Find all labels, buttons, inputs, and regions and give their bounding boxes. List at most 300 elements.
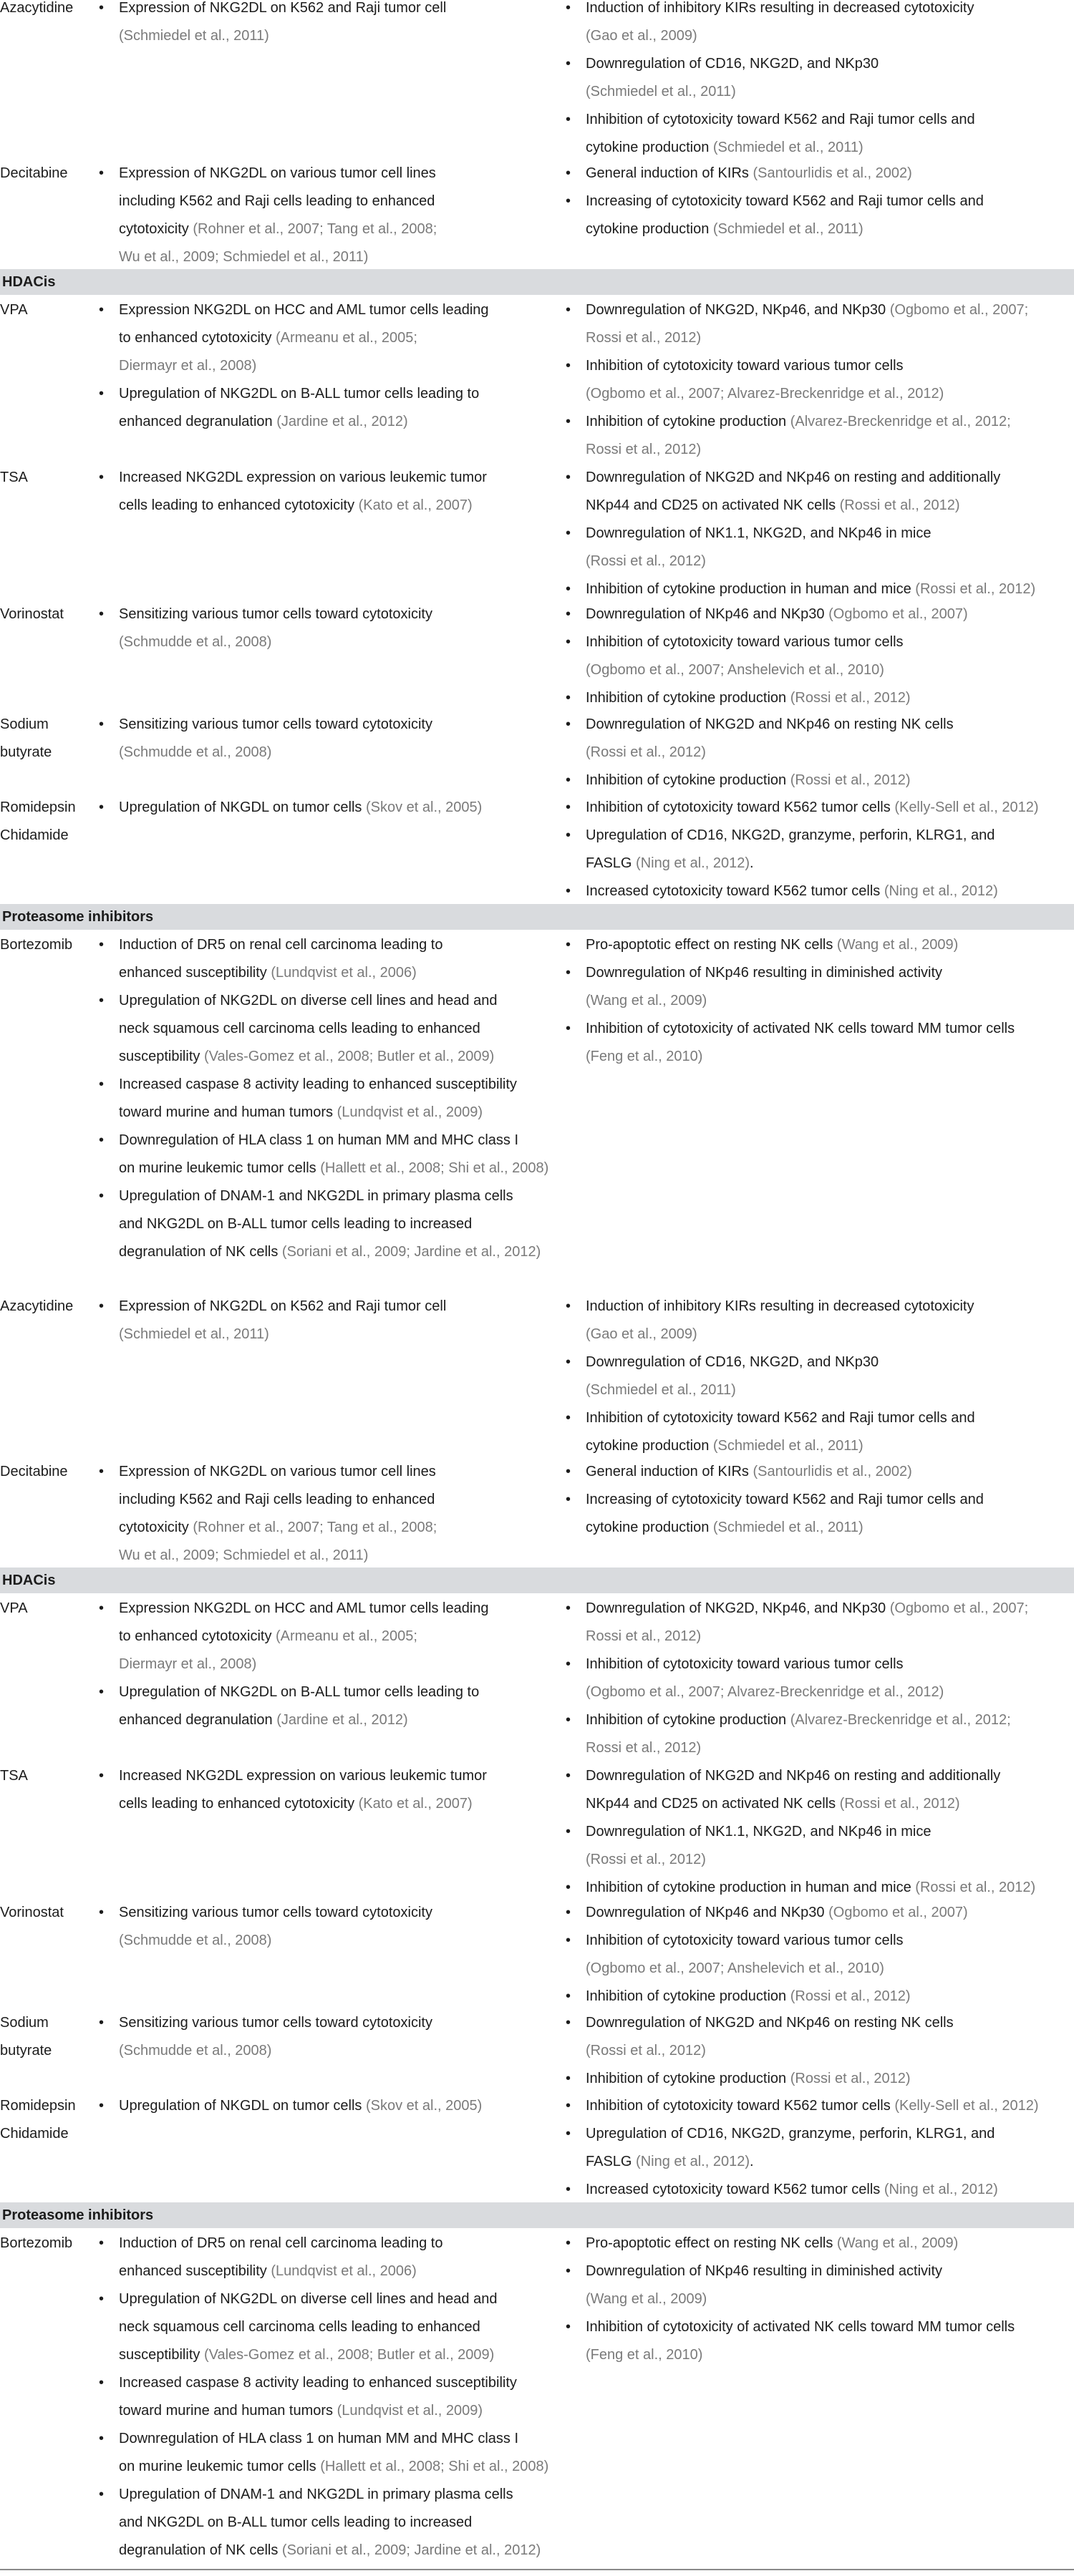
category-header-proteasome: Proteasome inhibitors — [0, 904, 1074, 930]
list-item — [566, 1927, 904, 1983]
text-line — [586, 324, 1028, 352]
list-item — [566, 1762, 1000, 1818]
list-item — [99, 2369, 517, 2425]
citation: (Rohner et al., 2007; Tang et al., 2008; — [193, 1520, 437, 1535]
citation: (Lundqvist et al., 2006) — [271, 965, 417, 981]
text-line — [119, 380, 479, 408]
citation: (Santourlidis et al., 2002) — [753, 165, 912, 181]
text-line — [586, 1762, 1000, 1790]
item-text: Increasing of cytotoxicity toward K562 and Raji tumor cells and — [586, 1492, 984, 1507]
text-line — [586, 1734, 1011, 1762]
text-line — [586, 931, 958, 959]
item-text: Downregulation of NKp46 resulting in diminished activity — [586, 2263, 943, 2279]
item-text: Inhibition of cytokine production — [586, 414, 790, 429]
text-line — [119, 1595, 489, 1623]
list-item — [566, 160, 912, 188]
item-text: and NKG2DL on B-ALL tumor cells leading to increased — [119, 2514, 473, 2530]
citation: (Armeanu et al., 2005; — [276, 330, 417, 346]
item-text: General induction of KIRs — [586, 165, 753, 181]
text-line — [119, 1015, 497, 1043]
item-text: Expression of NKG2DL on various tumor cell lines — [119, 1464, 436, 1479]
citation: Diermayr et al., 2008) — [119, 1656, 257, 1672]
list-item — [566, 464, 1000, 520]
drug-name — [0, 1293, 90, 1321]
text-line — [586, 380, 944, 408]
text-line — [586, 2009, 954, 2037]
text-line — [119, 2369, 517, 2397]
text-line — [586, 2257, 942, 2285]
text-line — [119, 1210, 541, 1238]
text-line — [119, 1293, 446, 1321]
citation: (Vales-Gomez et al., 2008; Butler et al., 2009) — [203, 2347, 495, 2363]
text-line — [586, 188, 984, 215]
text-line — [119, 959, 442, 987]
item-text: Downregulation of NKG2D and NKp46 on resting NK cells — [586, 2015, 954, 2031]
text-line — [586, 1321, 974, 1348]
list-item — [99, 1182, 541, 1266]
drug-name — [0, 464, 90, 492]
item-text: susceptibility — [119, 1049, 204, 1064]
drug-name-line: Bortezomib — [0, 937, 73, 953]
list-item — [566, 878, 998, 905]
text-line — [119, 1458, 437, 1486]
text-line — [119, 1790, 487, 1818]
item-text: Upregulation of NKGDL on tumor cells — [119, 799, 366, 815]
item-text: Inhibition of cytotoxicity toward K562 tumor cells — [586, 799, 895, 815]
item-text: Upregulation of DNAM-1 and NKG2DL in primary plasma cells — [119, 2487, 513, 2502]
list-item — [566, 352, 944, 408]
text-line — [119, 1155, 548, 1182]
citation: (Wang et al., 2009) — [586, 993, 707, 1008]
item-text: Inhibition of cytotoxicity of activated NK cells toward MM tumor cells — [586, 1021, 1015, 1036]
item-text: Sensitizing various tumor cells toward cytotoxicity — [119, 606, 432, 622]
text-line — [119, 2230, 442, 2257]
text-line — [586, 1955, 904, 1983]
item-text: Upregulation of CD16, NKG2D, granzyme, perforin, KLRG1, and — [586, 2126, 995, 2142]
item-text: cytokine production — [586, 221, 713, 237]
text-line — [586, 1432, 975, 1460]
text-line — [119, 1043, 497, 1071]
item-text: Downregulation of CD16, NKG2D, and NKp30 — [586, 1354, 879, 1370]
drug-name — [0, 2009, 90, 2065]
citation: (Schmiedel et al., 2011) — [586, 1382, 736, 1398]
text-line — [586, 1706, 1011, 1734]
text-line — [586, 739, 954, 767]
list-item — [566, 822, 995, 878]
item-text: Increased NKG2DL expression on various leukemic tumor — [119, 470, 487, 485]
text-line — [119, 2509, 541, 2537]
text-line — [586, 794, 1039, 822]
citation: (Rossi et al., 2012) — [586, 553, 706, 569]
item-text: Upregulation of DNAM-1 and NKG2DL in primary plasma cells — [119, 1188, 513, 1204]
item-text: enhanced degranulation — [119, 414, 277, 429]
citation: (Ogbomo et al., 2007) — [828, 1905, 968, 1920]
item-text: Expression NKG2DL on HCC and AML tumor cells leading — [119, 302, 489, 318]
list-item — [566, 2313, 1015, 2369]
item-text: Downregulation of NKG2D, NKp46, and NKp30 — [586, 302, 890, 318]
citation: (Hallett et al., 2008; Shi et al., 2008) — [320, 1160, 549, 1176]
citation: (Ogbomo et al., 2007; Alvarez-Breckenridge et al., 2012) — [586, 386, 944, 402]
list-item — [99, 794, 482, 822]
text-line — [119, 243, 437, 271]
text-line — [586, 1376, 879, 1404]
drug-name — [0, 794, 90, 850]
text-line — [119, 1542, 437, 1570]
citation: (Rossi et al., 2012) — [839, 1796, 960, 1812]
text-line — [586, 548, 931, 575]
drug-name-line: Chidamide — [0, 2126, 69, 2142]
text-line — [119, 1762, 487, 1790]
text-line — [119, 2425, 548, 2453]
item-text: Expression of NKG2DL on various tumor cell lines — [119, 165, 436, 181]
citation: (Rohner et al., 2007; Tang et al., 2008; — [193, 221, 437, 237]
item-text: Sensitizing various tumor cells toward cytotoxicity — [119, 1905, 432, 1920]
text-line — [119, 1899, 432, 1927]
citation: (Ning et al., 2012) — [884, 883, 998, 899]
item-text: susceptibility — [119, 2347, 204, 2363]
item-text: enhanced degranulation — [119, 1712, 277, 1728]
text-line — [586, 134, 975, 162]
text-line — [586, 1678, 944, 1706]
item-text: Inhibition of cytokine production in human and mice — [586, 1880, 916, 1895]
text-line — [586, 1899, 968, 1927]
text-line — [586, 78, 879, 106]
citation: Wu et al., 2009; Schmiedel et al., 2011) — [119, 249, 369, 265]
list-item — [566, 2176, 998, 2204]
list-item — [566, 767, 911, 794]
list-item — [99, 1762, 487, 1818]
text-line — [586, 106, 975, 134]
list-item — [99, 160, 437, 271]
text-line — [586, 656, 904, 684]
text-line — [586, 2037, 954, 2065]
list-item — [566, 601, 968, 628]
text-line — [119, 931, 442, 959]
item-text: Sensitizing various tumor cells toward cytotoxicity — [119, 716, 432, 732]
text-line — [119, 408, 479, 436]
text-line — [119, 601, 432, 628]
list-item — [566, 684, 911, 712]
item-text: Downregulation of NKp46 and NKp30 — [586, 606, 829, 622]
text-line — [119, 464, 487, 492]
list-item — [566, 1706, 1011, 1762]
list-item — [566, 2009, 954, 2065]
item-text: Inhibition of cytokine production — [586, 772, 790, 788]
item-text-suffix: . — [750, 855, 754, 871]
citation: (Schmiedel et al., 2011) — [712, 1520, 863, 1535]
item-text: to enhanced cytotoxicity — [119, 1628, 276, 1644]
text-line — [586, 1043, 1015, 1071]
item-text: Inhibition of cytokine production — [586, 2071, 790, 2086]
item-text: on murine leukemic tumor cells — [119, 2459, 321, 2474]
item-text: Upregulation of NKG2DL on diverse cell lines and head and — [119, 2291, 498, 2307]
text-line — [119, 1514, 437, 1542]
item-text: degranulation of NK cells — [119, 2542, 282, 2558]
text-line — [586, 2313, 1015, 2341]
text-line — [586, 822, 995, 850]
item-text: cytotoxicity — [119, 221, 193, 237]
text-line — [119, 1623, 489, 1651]
item-text: Downregulation of NKp46 resulting in diminished activity — [586, 965, 943, 981]
item-text: Increased cytotoxicity toward K562 tumor cells — [586, 2182, 884, 2197]
item-text: Expression of NKG2DL on K562 and Raji tumor cell — [119, 0, 447, 16]
text-line — [586, 1595, 1028, 1623]
drug-name — [0, 1458, 90, 1486]
citation: (Rossi et al., 2012) — [839, 497, 960, 513]
citation: (Vales-Gomez et al., 2008; Butler et al., 2009) — [203, 1049, 495, 1064]
item-text: Downregulation of NK1.1, NKG2D, and NKp46 in mice — [586, 1824, 932, 1839]
list-item — [99, 296, 489, 380]
citation: (Alvarez-Breckenridge et al., 2012; — [790, 1712, 1011, 1728]
list-item — [566, 50, 879, 106]
text-line — [119, 1127, 548, 1155]
text-line — [586, 2148, 995, 2176]
list-item — [99, 2481, 541, 2565]
list-item — [99, 2230, 442, 2285]
text-line — [586, 50, 879, 78]
item-text: cells leading to enhanced cytotoxicity — [119, 1796, 359, 1812]
list-item — [566, 2120, 995, 2176]
list-item — [566, 1293, 974, 1348]
item-text: Inhibition of cytokine production — [586, 690, 790, 706]
list-item — [99, 987, 497, 1071]
citation: (Hallett et al., 2008; Shi et al., 2008) — [320, 2459, 549, 2474]
text-line — [119, 2285, 497, 2313]
list-item — [566, 1818, 931, 1874]
citation: (Jardine et al., 2012) — [276, 414, 408, 429]
citation: (Ning et al., 2012) — [636, 855, 750, 871]
text-line — [586, 2065, 911, 2093]
text-line — [586, 1514, 984, 1542]
text-line — [119, 1321, 446, 1348]
drug-name — [0, 1899, 90, 1927]
drug-name-line: TSA — [0, 1768, 28, 1784]
list-item — [566, 931, 958, 959]
item-text: Upregulation of NKG2DL on B-ALL tumor cells leading to — [119, 1684, 480, 1700]
citation: (Schmudde et al., 2008) — [119, 1933, 272, 1948]
text-line — [586, 601, 968, 628]
item-text: Inhibition of cytokine production — [586, 1712, 790, 1728]
item-text: including K562 and Raji cells leading to enhanced — [119, 193, 435, 209]
text-line — [586, 987, 942, 1015]
item-text: Downregulation of NK1.1, NKG2D, and NKp46 in mice — [586, 525, 932, 541]
list-item — [99, 1899, 432, 1955]
item-text: Increased cytotoxicity toward K562 tumor cells — [586, 883, 884, 899]
item-text: including K562 and Raji cells leading to enhanced — [119, 1492, 435, 1507]
citation: (Lundqvist et al., 2006) — [271, 2263, 417, 2279]
citation: (Rossi et al., 2012) — [915, 581, 1036, 597]
text-line — [586, 878, 998, 905]
text-line — [119, 2092, 482, 2120]
citation: (Rossi et al., 2012) — [915, 1880, 1036, 1895]
item-text: neck squamous cell carcinoma cells leading to enhanced — [119, 2319, 480, 2335]
item-text-suffix: . — [750, 2154, 754, 2169]
citation: (Ning et al., 2012) — [636, 2154, 750, 2169]
text-line — [119, 324, 489, 352]
drug-name-line: Vorinostat — [0, 1905, 64, 1920]
list-item — [99, 464, 487, 520]
item-text: cells leading to enhanced cytotoxicity — [119, 497, 359, 513]
text-line — [586, 628, 904, 656]
citation: (Ogbomo et al., 2007; Alvarez-Breckenridge et al., 2012) — [586, 1684, 944, 1700]
text-line — [586, 1818, 931, 1846]
item-text: toward murine and human tumors — [119, 1104, 337, 1120]
item-text: Downregulation of NKG2D, NKp46, and NKp30 — [586, 1600, 890, 1616]
text-line — [586, 2230, 958, 2257]
text-line — [586, 0, 974, 22]
list-item — [99, 1071, 517, 1127]
drug-name-line: butyrate — [0, 744, 52, 760]
text-line — [586, 959, 942, 987]
item-text: to enhanced cytotoxicity — [119, 330, 276, 346]
list-item — [99, 1458, 437, 1570]
item-text: Upregulation of NKG2DL on B-ALL tumor cells leading to — [119, 386, 480, 402]
item-text: Inhibition of cytokine production — [586, 1988, 790, 2004]
list-item — [566, 106, 975, 162]
text-line — [586, 215, 984, 243]
drug-name-line: Romidepsin — [0, 2098, 76, 2114]
list-item — [566, 711, 954, 767]
text-line — [586, 1404, 975, 1432]
item-text: Downregulation of CD16, NKG2D, and NKp30 — [586, 56, 879, 72]
text-line — [119, 1486, 437, 1514]
citation: (Armeanu et al., 2005; — [276, 1628, 417, 1644]
item-text: cytokine production — [586, 140, 713, 155]
drug-name — [0, 2092, 90, 2148]
citation: (Ogbomo et al., 2007; — [889, 302, 1029, 318]
text-line — [119, 1706, 479, 1734]
citation: (Skov et al., 2005) — [365, 2098, 483, 2114]
item-text: degranulation of NK cells — [119, 1244, 282, 1260]
citation: Rossi et al., 2012) — [586, 330, 702, 346]
citation: Rossi et al., 2012) — [586, 1628, 702, 1644]
citation: (Soriani et al., 2009; Jardine et al., 2012) — [281, 1244, 541, 1260]
item-text: Inhibition of cytotoxicity toward K562 tumor cells — [586, 2098, 895, 2114]
citation: (Schmiedel et al., 2011) — [119, 28, 269, 44]
text-line — [119, 160, 437, 188]
citation: (Rossi et al., 2012) — [790, 690, 911, 706]
item-text: enhanced susceptibility — [119, 965, 271, 981]
item-text: Upregulation of NKG2DL on diverse cell lines and head and — [119, 993, 498, 1008]
item-text: Increased caspase 8 activity leading to enhanced susceptibility — [119, 2375, 517, 2391]
text-line — [119, 1099, 517, 1127]
text-line — [119, 1238, 541, 1266]
list-item — [99, 2425, 548, 2481]
list-item — [99, 0, 446, 50]
drug-name-line: Azacytidine — [0, 1298, 74, 1314]
text-line — [586, 296, 1028, 324]
drug-name-line: Decitabine — [0, 165, 68, 181]
citation: (Lundqvist et al., 2009) — [337, 1104, 483, 1120]
drug-name — [0, 1595, 90, 1623]
citation: (Wang et al., 2009) — [586, 2291, 707, 2307]
item-text: NKp44 and CD25 on activated NK cells — [586, 497, 840, 513]
list-item — [566, 1404, 975, 1460]
citation: (Jardine et al., 2012) — [276, 1712, 408, 1728]
list-item — [99, 380, 479, 436]
drug-name — [0, 2230, 90, 2257]
list-item — [566, 2230, 958, 2257]
drug-name-line: Sodium — [0, 2015, 49, 2031]
item-text: cytotoxicity — [119, 1520, 193, 1535]
drug-name — [0, 601, 90, 628]
list-item — [566, 575, 1035, 603]
text-line — [119, 2341, 497, 2369]
item-text: Inhibition of cytotoxicity toward K562 and Raji tumor cells and — [586, 112, 975, 127]
citation: (Schmiedel et al., 2011) — [586, 84, 736, 99]
item-text: Increasing of cytotoxicity toward K562 and Raji tumor cells and — [586, 193, 984, 209]
drug-name-line: VPA — [0, 1600, 28, 1616]
text-line — [119, 739, 432, 767]
list-item — [99, 2009, 432, 2065]
citation: (Alvarez-Breckenridge et al., 2012; — [790, 414, 1011, 429]
text-line — [119, 2257, 442, 2285]
list-item — [99, 1293, 446, 1348]
item-text: Increased caspase 8 activity leading to enhanced susceptibility — [119, 1076, 517, 1092]
text-line — [586, 1015, 1015, 1043]
citation: Rossi et al., 2012) — [586, 442, 702, 457]
text-line — [586, 711, 954, 739]
citation: (Lundqvist et al., 2009) — [337, 2403, 483, 2419]
item-text: and NKG2DL on B-ALL tumor cells leading to increased — [119, 1216, 473, 1232]
text-line — [586, 1927, 904, 1955]
text-line — [586, 1348, 879, 1376]
drug-name-line: Chidamide — [0, 827, 69, 843]
item-text: Upregulation of CD16, NKG2D, granzyme, perforin, KLRG1, and — [586, 827, 995, 843]
list-item — [566, 188, 984, 243]
list-item — [566, 1899, 968, 1927]
text-line — [586, 1846, 931, 1874]
text-line — [119, 2481, 541, 2509]
list-item — [566, 2092, 1039, 2120]
text-line — [119, 2037, 432, 2065]
list-item — [99, 1678, 479, 1734]
text-line — [119, 794, 482, 822]
drug-name — [0, 1762, 90, 1790]
citation: (Schmiedel et al., 2011) — [712, 140, 863, 155]
item-text: Induction of DR5 on renal cell carcinoma leading to — [119, 937, 443, 953]
item-text: Sensitizing various tumor cells toward cytotoxicity — [119, 2015, 432, 2031]
drug-name-line: Vorinostat — [0, 606, 64, 622]
text-line — [586, 2341, 1015, 2369]
item-text: cytokine production — [586, 1520, 713, 1535]
text-line — [586, 1651, 944, 1678]
citation: (Rossi et al., 2012) — [586, 1852, 706, 1867]
text-line — [119, 2313, 497, 2341]
item-text: Pro-apoptotic effect on resting NK cells — [586, 2235, 837, 2251]
citation: (Feng et al., 2010) — [586, 1049, 703, 1064]
citation: (Ogbomo et al., 2007; — [889, 1600, 1029, 1616]
text-line — [586, 436, 1011, 464]
citation: (Rossi et al., 2012) — [790, 772, 911, 788]
citation: (Schmudde et al., 2008) — [119, 2043, 272, 2059]
citation: Wu et al., 2009; Schmiedel et al., 2011) — [119, 1547, 369, 1563]
text-line — [119, 1182, 541, 1210]
text-line — [586, 520, 931, 548]
list-item — [566, 0, 974, 50]
text-line — [586, 492, 1000, 520]
citation: (Kato et al., 2007) — [358, 497, 473, 513]
list-item — [566, 794, 1039, 822]
text-line — [119, 0, 446, 22]
drug-name — [0, 296, 90, 324]
citation: (Feng et al., 2010) — [586, 2347, 703, 2363]
list-item — [566, 959, 942, 1015]
item-text: Inhibition of cytotoxicity toward various tumor cells — [586, 1933, 904, 1948]
citation: Rossi et al., 2012) — [586, 1740, 702, 1756]
item-text: Downregulation of NKG2D and NKp46 on resting NK cells — [586, 716, 954, 732]
item-text: FASLG — [586, 855, 637, 871]
